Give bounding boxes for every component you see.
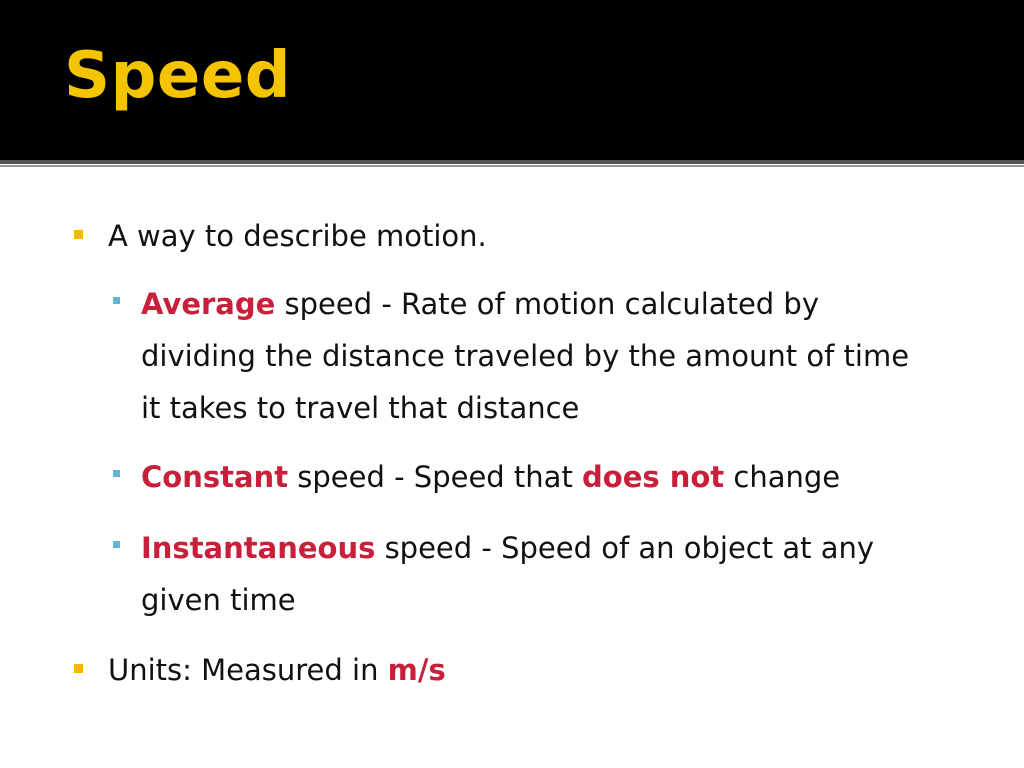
constant-text: speed - Speed that [288,460,583,494]
sub-bullet-average [141,278,1011,330]
sub-bullet-instantaneous [141,522,1011,574]
bullet-marker [74,664,83,673]
average-text: speed - Rate of motion calculated by [275,287,819,321]
emphasis-does-not: does not [582,460,725,494]
sub-bullet-marker [113,470,120,477]
sub-bullet-marker [113,297,120,304]
average-text-line3: it takes to travel that distance [141,391,580,425]
term-instantaneous: Instantaneous [141,531,376,565]
instantaneous-text: speed - Speed of an object at any [375,531,875,565]
units-text: Units: Measured in [108,653,388,687]
instantaneous-text-line2: given time [141,583,296,617]
units-value: m/s [387,653,446,687]
bullet-text: A way to describe motion. [108,219,487,253]
constant-text-end: change [724,460,841,494]
bullet-units [108,644,446,696]
bullet-marker [74,230,83,239]
slide-title: Speed [64,39,292,113]
bullet-definition [108,210,487,262]
sub-bullet-marker [113,541,120,548]
term-average: Average [141,287,276,321]
average-text-line2: dividing the distance traveled by the amount of time [141,339,910,373]
term-constant: Constant [141,460,289,494]
sub-bullet-constant [141,451,840,503]
